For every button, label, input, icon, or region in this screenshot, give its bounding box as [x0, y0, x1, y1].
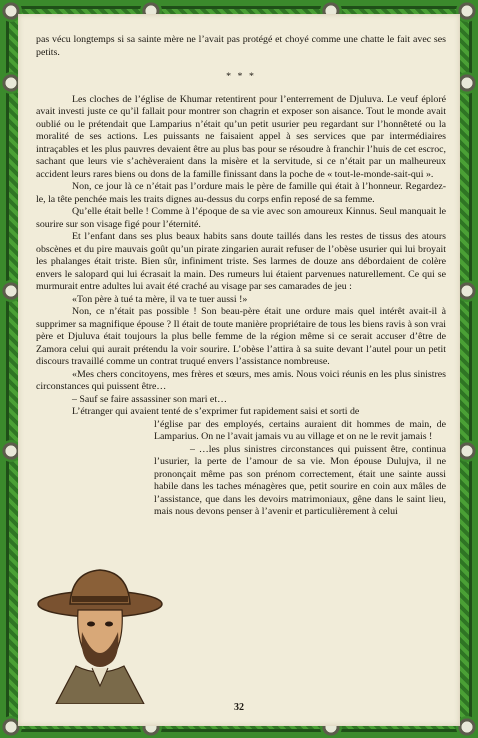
paragraph: l’église par des employés, certains auraient dit hommes de main, de Lamparius. On ne l’avait jamais vu au village et on ne le revit jamais !: [154, 418, 446, 442]
body-text: [36, 34, 446, 519]
paragraph: Les cloches de l’église de Khumar retentirent pour l’enterrement de Djuluva. Le veuf éploré avait investi juste ce qu’il fallait pour montrer son chagrin et exposer son aisance. Tout le monde avait oublié ou le prétendait que Lamparius n’était qu’un petit usurier peu regardant sur l’honnêteté ou la moralité de ses actions. Les puissants ne faisaient appel à ses services que par intermédiaires intraçables et les plus pauvres devaient être au plus bas pour se résoudre à franchir l’huis de cet escroc, sachant que leurs vie s’achèveraient dans la misère et la servitude, si ce n’était par un malheureux accident leurs rares biens ou dons de la famille finissant dans la poche de « tout-le-monde-sait-qui ».: [36, 93, 446, 180]
paragraph-continued: pas vécu longtemps si sa sainte mère ne l’avait pas protégé et choyé comme une chatte le fait avec ses petits.: [36, 34, 446, 58]
paragraph: Non, ce jour là ce n’était pas l’ordure mais le père de famille qui était à l’honneur. Regardez-le, la tête penchée mais les traits dignes au-dessus du corps enfin reposé de sa femme.: [36, 181, 446, 205]
paragraph-quote: «Ton père à tué ta mère, il va te tuer aussi !»: [72, 293, 248, 305]
paragraph-quote: «Mes chers concitoyens, mes frères et sœurs, mes amis. Nous voici réunis en les plus sinistres circonstances qui puissent être…: [36, 368, 446, 392]
book-page: [18, 14, 460, 726]
page-number: 32: [234, 702, 244, 713]
paragraph: Qu’elle était belle ! Comme à l’époque de sa vie avec son amoureux Kinnus. Seul manquait le sourire sur son visage figé pour l’éternité.: [36, 206, 446, 230]
text-beside-illustration: [36, 419, 446, 519]
paragraph-dialogue: – Sauf se faire assassiner son mari et…: [72, 393, 227, 405]
paragraph-dialogue: – …les plus sinistres circonstances qui puissent être, continua l’usurier, la perte de l’amour de sa vie. Mon épouse Dulujva, il ne prononçait même pas son prénom correctement, était une sainte aussi habile dans les taches ménagères que, petit sourire en coin aux mâles de l’assistance, que dans les devoirs matrimoniaux, gêne dans le saint lieu, mais nous devons penser à l’avenir et particulièrement à celui: [154, 443, 446, 517]
paragraph: L’étranger qui avaient tenté de s’exprimer fut rapidement saisi et sorti de: [72, 406, 360, 417]
section-separator: * * *: [226, 71, 256, 82]
paragraph: Et l’enfant dans ses plus beaux habits sans doute taillés dans les restes de tissus des atours obscènes et du pire mauvais goût qu’un pirate zingarien aurait refuser de l’obèse usurier qui lui broyait les phalanges était triste. Bien sûr, infiniment triste. Ses larmes de douze ans débordaient de colère envers le salopard qui lui écrasait la main. Des rumeurs lui étaient parvenues naturellement. Ce qui se murmurait entre adultes lui avait été craché au visage par ses camarades de jeu :: [36, 231, 446, 292]
cowboy-portrait-illustration: [36, 562, 164, 704]
paragraph: Non, ce n’était pas possible ! Son beau-père était une ordure mais quel intérêt avait-il à supprimer sa magnifique épouse ? Il était de toute manière propriétaire de tous les biens ravis à son vrai père et Djuluva était toujours la plus belle femme de la région même si ce serait accuser d’être de Zamora celui qui aurait prétendu la voir sourire. L’obèse l’attira à sa suite devant l’autel pour un petit discours travaillé comme un contrat truqué envers l’assistance nombreuse.: [36, 306, 446, 367]
